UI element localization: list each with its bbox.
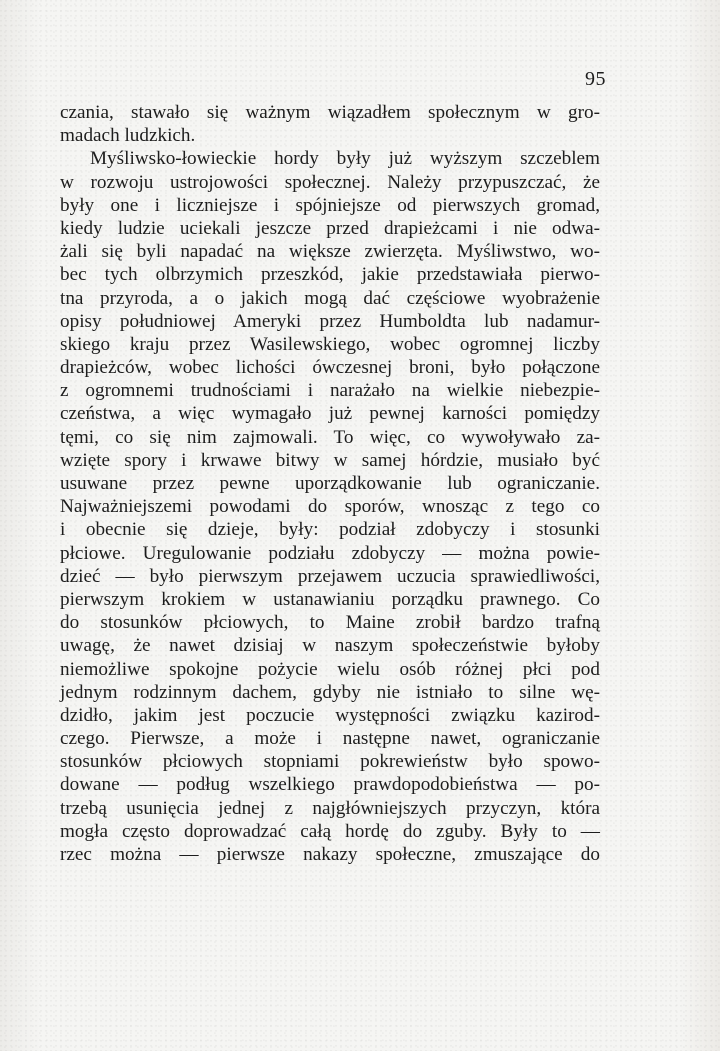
text-line: i obecnie się dzieje, były: podział zdobyczy i stosunki [60, 519, 600, 541]
text-line: mogła często doprowadzać całą hordę do zguby. Były to — [60, 820, 600, 842]
text-line: niemożliwe spokojne pożycie wielu osób różnej płci pod [60, 658, 600, 680]
text-line: drapieżców, wobec lichości ówczesnej broni, było połączone [60, 357, 600, 379]
text-line: skiego kraju przez Wasilewskiego, wobec ogromnej liczby [60, 333, 600, 355]
text-line: opisy południowej Ameryki przez Humboldta lub nadamur- [60, 310, 600, 332]
text-line: rzec można — pierwsze nakazy społeczne, zmuszające do [60, 844, 600, 865]
text-line: z ogromnemi trudnościami i narażało na wielkie niebezpie- [60, 380, 600, 402]
text-line: bec tych olbrzymich przeszkód, jakie przedstawiała pierwo- [60, 264, 600, 286]
text-line: uwagę, że nawet dzisiaj w naszym społeczeństwie byłoby [60, 635, 600, 657]
text-line: dzidło, jakim jest poczucie występności związku kazirod- [60, 704, 600, 726]
text-line: Myśliwsko-łowieckie hordy były już wyższym szczeblem [90, 148, 600, 170]
text-line: dzieć — było pierwszym przejawem uczucia sprawiedliwości, [60, 565, 600, 587]
text-line: żali się byli napadać na większe zwierzęta. Myśliwstwo, wo- [60, 241, 600, 263]
text-line: czania, stawało się ważnym wiązadłem społecznym w gro- [60, 102, 600, 123]
text-line: kiedy ludzie uciekali jeszcze przed drapieżcami i nie odwa- [60, 217, 600, 239]
text-line: tna przyroda, a o jakich mogą dać częściowe wyobrażenie [60, 287, 600, 309]
text-line: pierwszym krokiem w ustanawianiu porządku prawnego. Co [60, 588, 600, 610]
text-line: trzebą usunięcia jednej z najgłówniejszych przyczyn, która [60, 797, 600, 819]
page-number: 95 [585, 68, 606, 90]
text-line: jednym rodzinnym dachem, gdyby nie istniało to silne wę- [60, 681, 600, 703]
text-line: madach ludzkich. [60, 125, 196, 147]
text-line: dowane — podług wszelkiego prawdopodobieństwa — po- [60, 774, 600, 796]
text-line: były one i liczniejsze i spójniejsze od pierwszych gromad, [60, 194, 600, 216]
text-line: tęmi, co się nim zajmowali. To więc, co wywoływało za- [60, 426, 600, 448]
text-line: płciowe. Uregulowanie podziału zdobyczy — można powie- [60, 542, 600, 564]
text-line: stosunków płciowych stopniami pokrewieństw było spowo- [60, 751, 600, 773]
text-line: Najważniejszemi powodami do sporów, wnosząc z tego co [60, 496, 600, 518]
text-line: usuwane przez pewne uporządkowanie lub ograniczanie. [60, 473, 600, 494]
text-line: do stosunków płciowych, to Maine zrobił bardzo trafną [60, 612, 600, 634]
text-line: czeństwa, a więc wymagało już pewnej karności pomiędzy [60, 403, 600, 425]
text-line: wzięte spory i krwawe bitwy w samej hórdzie, musiało być [60, 449, 600, 471]
text-line: czego. Pierwsze, a może i następne nawet, ograniczanie [60, 728, 600, 750]
text-line: w rozwoju ustrojowości społecznej. Należy przypuszczać, że [60, 171, 600, 193]
body-text [60, 101, 600, 866]
